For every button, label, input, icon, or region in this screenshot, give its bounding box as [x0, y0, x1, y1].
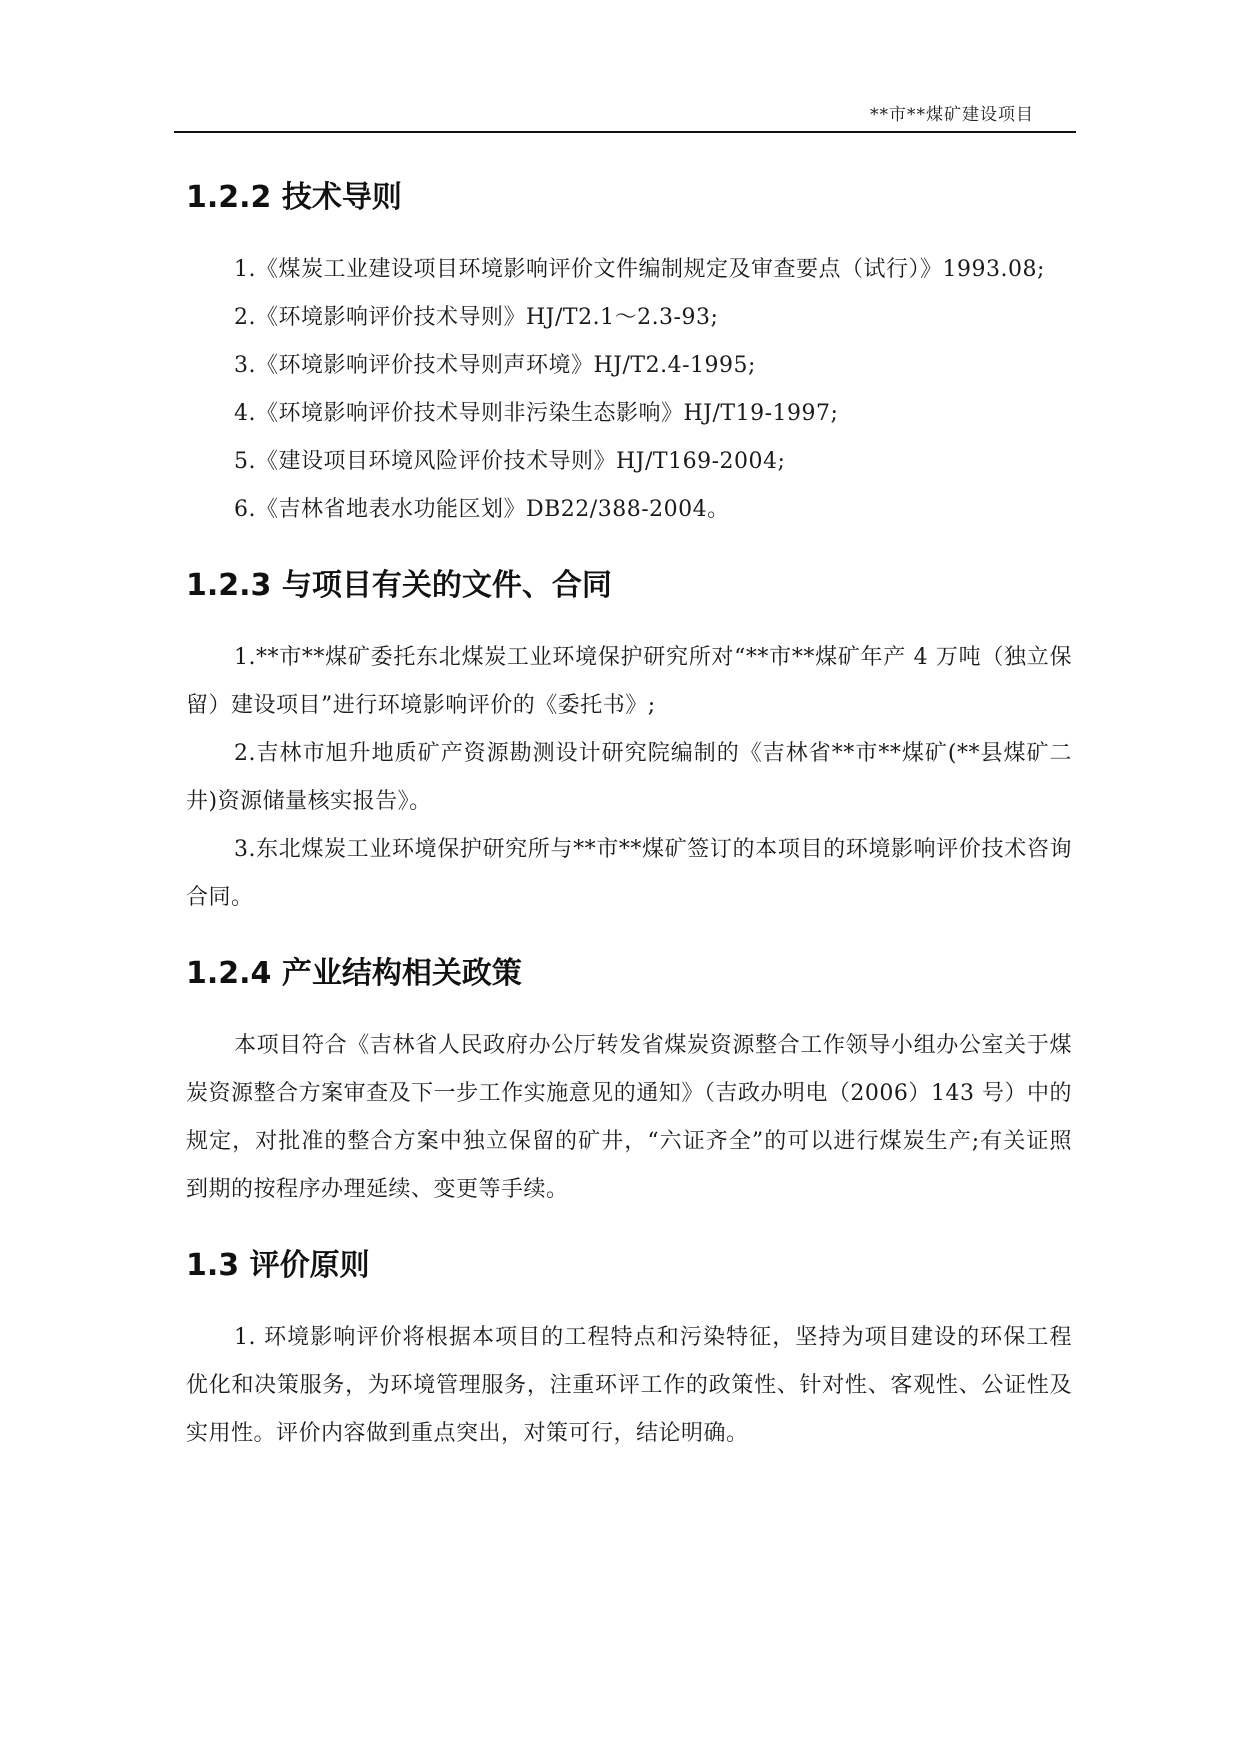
guideline-item-4: 4.《环境影响评价技术导则非污染生态影响》HJ/T19-1997;: [234, 401, 839, 426]
policy-paragraph: 本项目符合《吉林省人民政府办公厅转发省煤炭资源整合工作领导小组办公室关于煤炭资源整合方案审查及下一步工作实施意见的通知》（吉政办明电（2006）143 号）中的规定，对批准的整合方案中独立保留的矿井，“六证齐全”的可以进行煤炭生产;有关证照到期的按程序办理延续、变更等手续。: [186, 1033, 1072, 1202]
page-content: [186, 168, 1072, 1458]
section-heading-1-2-2: 1.2.2 技术导则: [186, 180, 402, 215]
document-item-3: 3.东北煤炭工业环境保护研究所与**市**煤矿签订的本项目的环境影响评价技术咨询合同。: [186, 837, 1072, 910]
section-heading-1-2-4: 1.2.4 产业结构相关政策: [186, 956, 522, 991]
guideline-item-6: 6.《吉林省地表水功能区划》DB22/388-2004。: [234, 497, 730, 522]
section-heading-1-2-3: 1.2.3 与项目有关的文件、合同: [186, 568, 612, 603]
document-item-1: 1.**市**煤矿委托东北煤炭工业环境保护研究所对“**市**煤矿年产 4 万吨（独立保留）建设项目”进行环境影响评价的《委托书》;: [186, 645, 1072, 718]
header-rule: [174, 131, 1076, 133]
principle-item-1: 1. 环境影响评价将根据本项目的工程特点和污染特征，坚持为项目建设的环保工程优化和决策服务，为环境管理服务，注重环评工作的政策性、针对性、客观性、公证性及实用性。评价内容做到重点突出，对策可行，结论明确。: [186, 1325, 1072, 1446]
guideline-item-5: 5.《建设项目环境风险评价技术导则》HJ/T169-2004;: [234, 449, 786, 474]
document-item-2: 2.吉林市旭升地质矿产资源勘测设计研究院编制的《吉林省**市**煤矿(**县煤矿二井)资源储量核实报告》。: [186, 741, 1072, 814]
section-heading-1-3: 1.3 评价原则: [186, 1248, 370, 1283]
guideline-item-2: 2.《环境影响评价技术导则》HJ/T2.1～2.3-93;: [234, 305, 719, 330]
guideline-item-3: 3.《环境影响评价技术导则声环境》HJ/T2.4-1995;: [234, 353, 756, 378]
guideline-item-1: 1.《煤炭工业建设项目环境影响评价文件编制规定及审查要点（试行）》1993.08;: [234, 257, 1045, 282]
running-header: **市**煤矿建设项目: [870, 105, 1034, 125]
